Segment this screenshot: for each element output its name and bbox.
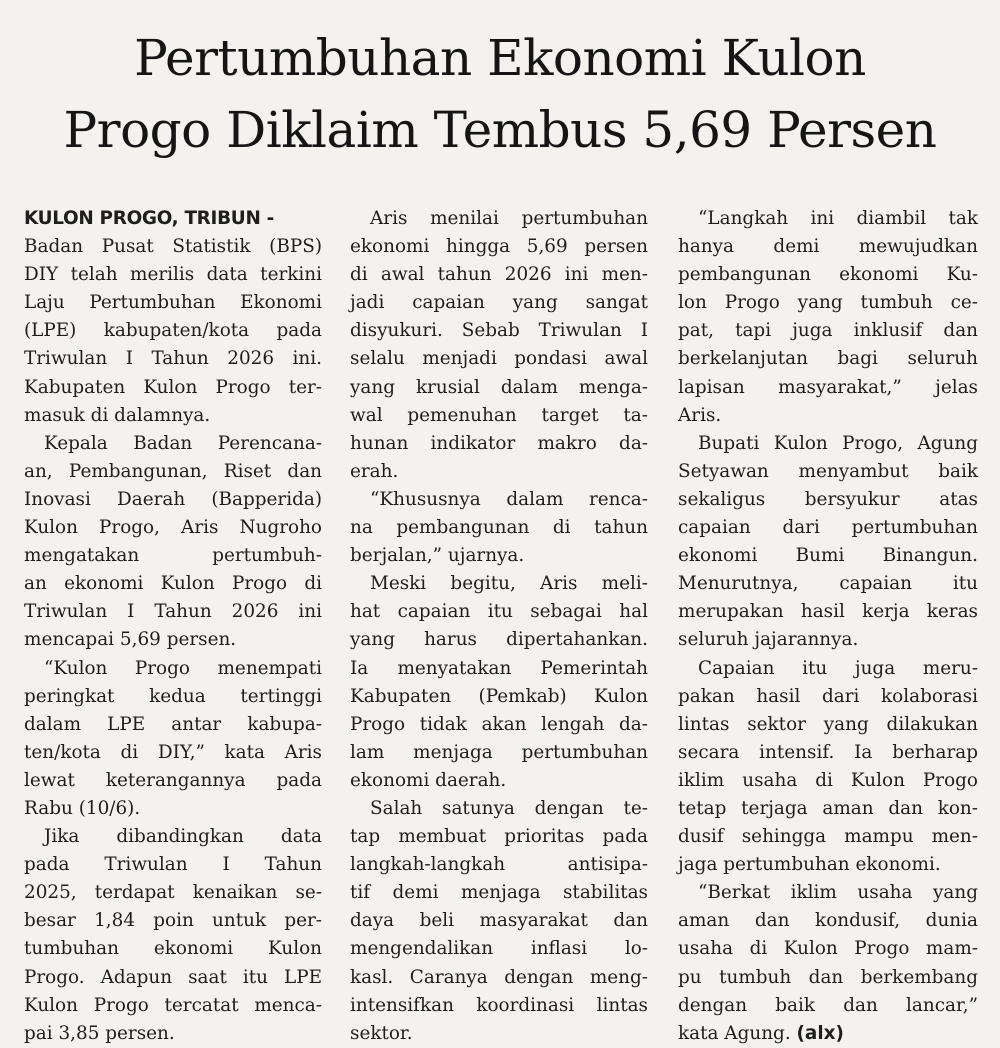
dateline-line	[24, 205, 322, 233]
text-line: secara intensif. Ia berharap	[678, 741, 978, 763]
text-line: Inovasi Daerah (Bapperida)	[24, 488, 322, 510]
article-paragraph	[350, 205, 648, 486]
text-line: Kabupaten (Pemkab) Kulon	[350, 685, 648, 707]
text-line: pai 3,85 persen.	[24, 1022, 175, 1044]
article-paragraph	[24, 823, 322, 1048]
article-paragraph	[350, 486, 648, 570]
text-line: pada Triwulan I Tahun	[24, 854, 322, 876]
headline-line-1: Pertumbuhan Ekonomi Kulon	[134, 29, 866, 87]
text-line: disyukuri. Sebab Triwulan I	[350, 320, 648, 342]
text-line: lon Progo yang tumbuh ce-	[678, 292, 978, 314]
article-paragraph	[678, 205, 978, 430]
text-line: lapisan masyarakat,” jelas	[678, 376, 978, 398]
text-line: wal pemenuhan target ta-	[350, 404, 648, 426]
text-line: hunan indikator makro da-	[350, 432, 648, 454]
text-line: usaha di Kulon Progo mam-	[678, 938, 978, 960]
text-line: selalu menjadi pondasi awal	[350, 348, 648, 370]
text-line: “Khususnya dalam renca-	[370, 488, 648, 510]
text-line: Bupati Kulon Progo, Agung	[698, 432, 978, 454]
text-line: Ia menyatakan Pemerintah	[350, 657, 648, 679]
text-line: mencapai 5,69 persen.	[24, 629, 237, 651]
text-line: tap membuat prioritas pada	[350, 826, 648, 848]
article-paragraph	[24, 430, 322, 655]
text-line: pembangunan ekonomi Ku-	[678, 264, 978, 286]
text-line: daya beli masyarakat dan	[350, 910, 648, 932]
text-line: dusif sehingga mampu men-	[678, 826, 978, 848]
text-line: Kabupaten Kulon Progo ter-	[24, 376, 322, 398]
text-line: Badan Pusat Statistik (BPS)	[24, 236, 322, 258]
text-line: lam menjaga pertumbuhan	[350, 741, 648, 763]
text-line: hat capaian itu sebagai hal	[350, 601, 648, 623]
text-line: yang krusial dalam menga-	[350, 376, 648, 398]
text-line: Progo. Adapun saat itu LPE	[24, 966, 322, 988]
text-line: Setyawan menyambut baik	[678, 460, 978, 482]
text-line: ekonomi Bumi Binangun.	[678, 545, 978, 567]
text-line: tumbuhan ekonomi Kulon	[24, 938, 322, 960]
headline-line-2: Progo Diklaim Tembus 5,69 Persen	[63, 101, 937, 159]
text-line: Laju Pertumbuhan Ekonomi	[24, 292, 322, 314]
article-paragraph	[678, 655, 978, 880]
article-column-1	[24, 205, 322, 1048]
dateline: KULON PROGO, TRIBUN -	[24, 208, 274, 229]
text-line: iklim usaha di Kulon Progo	[678, 769, 978, 791]
article-paragraph	[24, 655, 322, 824]
article-headline	[0, 22, 1000, 166]
text-line: masuk di dalamnya.	[24, 404, 211, 426]
text-line: Menurutnya, capaian itu	[678, 573, 978, 595]
text-line: mengendalikan inflasi lo-	[350, 938, 648, 960]
article-paragraph	[678, 879, 978, 1048]
text-line: lewat keterangannya pada	[24, 769, 322, 791]
text-line: dengan baik dan lancar,”	[678, 994, 978, 1016]
text-line: Kulon Progo tercatat menca-	[24, 994, 322, 1016]
text-line: Salah satunya dengan te-	[370, 797, 648, 819]
text-line: Rabu (10/6).	[24, 797, 141, 819]
author-signature: (alx)	[796, 1022, 844, 1044]
text-line: Triwulan I Tahun 2026 ini.	[24, 348, 322, 370]
text-line: pakan hasil dari kolaborasi	[678, 685, 978, 707]
text-line: erah.	[350, 460, 399, 482]
text-line: jadi capaian yang sangat	[350, 292, 648, 314]
text-line: Aris menilai pertumbuhan	[370, 208, 648, 229]
text-line: besar 1,84 poin untuk per-	[24, 910, 322, 932]
text-line: dalam LPE antar kabupa-	[24, 713, 322, 735]
text-line: Capaian itu juga meru-	[698, 657, 978, 679]
text-line: pu tumbuh dan berkembang	[678, 966, 978, 988]
text-line: (LPE) kabupaten/kota pada	[24, 320, 322, 342]
text-line: peringkat kedua tertinggi	[24, 685, 322, 707]
text-line: tif demi menjaga stabilitas	[350, 882, 648, 904]
text-line: merupakan hasil kerja keras	[678, 601, 978, 623]
text-line: sektor.	[350, 1022, 413, 1044]
text-line: an, Pembangunan, Riset dan	[24, 460, 322, 482]
text-line: Triwulan I Tahun 2026 ini	[24, 601, 322, 623]
text-line: berkelanjutan bagi seluruh	[678, 348, 978, 370]
text-line: an ekonomi Kulon Progo di	[24, 573, 322, 595]
text-line: DIY telah merilis data terkini	[24, 264, 322, 286]
text-line: Jika dibandingkan data	[44, 826, 322, 848]
text-line: capaian dari pertumbuhan	[678, 517, 978, 539]
text-line: kata Agung. (alx)	[678, 1022, 844, 1044]
text-line: “Langkah ini diambil tak	[698, 208, 978, 229]
text-line: na pembangunan di tahun	[350, 517, 648, 539]
article-paragraph	[24, 205, 322, 430]
text-line: intensifkan koordinasi lintas	[350, 994, 648, 1016]
text-line: di awal tahun 2026 ini men-	[350, 264, 648, 286]
article-column-2	[350, 205, 648, 1048]
text-line: aman dan kondusif, dunia	[678, 910, 978, 932]
text-line: kasl. Caranya dengan meng-	[350, 966, 648, 988]
text-line: “Kulon Progo menempati	[44, 657, 322, 679]
article-paragraph	[678, 430, 978, 655]
text-line: hanya demi mewujudkan	[678, 236, 978, 258]
article-paragraph	[350, 795, 648, 1048]
text-line: Meski begitu, Aris meli-	[370, 573, 648, 595]
text-line: ekonomi hingga 5,69 persen	[350, 236, 648, 258]
text-line: Kepala Badan Perencana-	[44, 432, 322, 454]
text-line: langkah-langkah antisipa-	[350, 854, 648, 876]
text-line: Aris.	[678, 404, 722, 426]
text-line: Kulon Progo, Aris Nugroho	[24, 517, 322, 539]
text-line: mengatakan pertumbuh-	[24, 545, 322, 567]
text-line: tetap terjaga aman dan kon-	[678, 797, 978, 819]
text-line: seluruh jajarannya.	[678, 629, 859, 651]
text-line: berjalan,” ujarnya.	[350, 545, 525, 567]
text-line: pat, tapi juga inklusif dan	[678, 320, 978, 342]
text-line: 2025, terdapat kenaikan se-	[24, 882, 322, 904]
text-line: sekaligus bersyukur atas	[678, 488, 978, 510]
text-line: ten/kota di DIY,” kata Aris	[24, 741, 322, 763]
article-column-3	[678, 205, 978, 1048]
text-line: yang harus dipertahankan.	[350, 629, 648, 651]
text-line: jaga pertumbuhan ekonomi.	[678, 854, 941, 876]
article-paragraph	[350, 570, 648, 795]
text-line: lintas sektor yang dilakukan	[678, 713, 978, 735]
text-line: “Berkat iklim usaha yang	[698, 882, 978, 904]
text-line: ekonomi daerah.	[350, 769, 507, 791]
text-line: Progo tidak akan lengah da-	[350, 713, 648, 735]
